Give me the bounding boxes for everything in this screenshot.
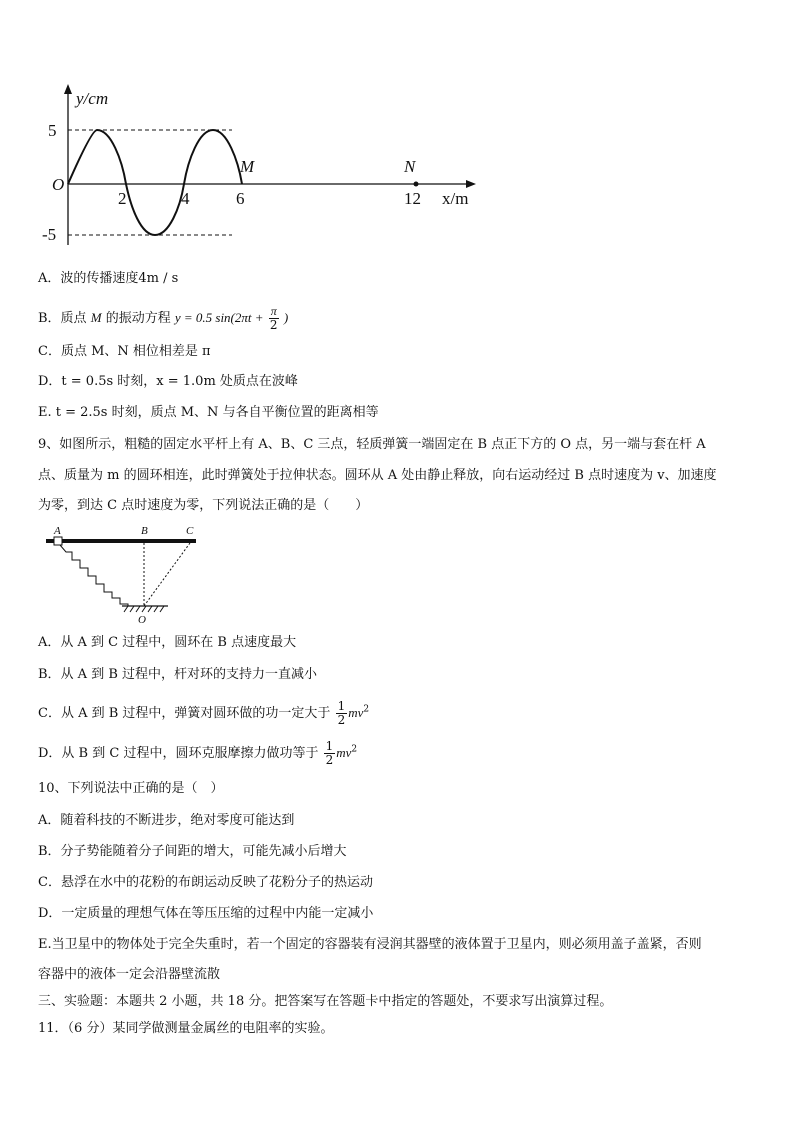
- q9-d-text: D．从 B 到 C 过程中，圆环克服摩擦力做功等于: [38, 746, 319, 761]
- q8-b-mid: 的振动方程: [105, 311, 171, 326]
- q9-c-den: 2: [337, 713, 346, 727]
- q9-c-mv: mv: [348, 705, 364, 720]
- y-axis-arrow: [64, 84, 72, 94]
- horizontal-rod: [46, 539, 196, 543]
- wave-graph: [30, 80, 490, 250]
- spring-ring-figure: [40, 522, 210, 627]
- q9-d-den: 2: [325, 753, 334, 767]
- label-o: O: [138, 614, 146, 626]
- q8-b-close: ): [283, 310, 289, 325]
- q8-option-d: D．t = 0.5s 时刻，x = 1.0m 处质点在波峰: [38, 374, 298, 389]
- x-tick-4: 4: [181, 189, 190, 208]
- q9-c-fraction: [336, 700, 348, 727]
- q8-option-c: C．质点 M、N 相位相差是 π: [38, 344, 211, 359]
- q8-b-den: 2: [269, 318, 278, 332]
- q8-b-m: M: [90, 310, 102, 325]
- q11-stem: 11．（6 分）某同学做测量金属丝的电阻率的实验。: [38, 1021, 334, 1036]
- q9-stem-line2: 点、质量为 m 的圆环相连，此时弹簧处于拉伸状态。圆环从 A 处由静止释放，向右运动经过 B 点时速度为 v、加速度: [38, 468, 717, 483]
- point-m-label: M: [240, 157, 255, 176]
- point-n-label: N: [404, 157, 416, 176]
- q9-d-sup: 2: [351, 744, 358, 755]
- x-axis-label: x/m: [442, 189, 469, 208]
- q10-option-e-line1: E.当卫星中的物体处于完全失重时，若一个固定的容器装有浸润其器壁的液体置于卫星内，则必须用盖子盖紧，否则: [38, 937, 702, 952]
- q9-c-sup: 2: [363, 704, 370, 715]
- q9-d-mv: mv: [336, 745, 352, 760]
- q10-option-b: B．分子势能随着分子间距的增大，可能先减小后增大: [38, 844, 347, 859]
- c-to-o-line: [144, 543, 190, 606]
- x-tick-6: 6: [236, 189, 245, 208]
- y-tick-neg5: -5: [42, 225, 57, 244]
- q8-option-b: [38, 305, 288, 332]
- q8-b-num: π: [270, 304, 277, 318]
- q10-stem: 10、下列说法中正确的是（ ）: [38, 781, 224, 796]
- q8-b-eq: y = 0.5 sin(2πt +: [174, 310, 264, 325]
- label-c: C: [186, 525, 194, 537]
- ring: [54, 537, 62, 545]
- q9-c-text: C．从 A 到 B 过程中，弹簧对圆环做的功一定大于: [38, 706, 331, 721]
- q8-b-prefix: B．质点: [38, 311, 87, 326]
- y-tick-5: 5: [48, 121, 57, 140]
- q9-d-num: 1: [325, 739, 334, 753]
- spring: [60, 545, 140, 606]
- label-a: A: [54, 525, 61, 537]
- x-tick-2: 2: [118, 189, 127, 208]
- x-axis-arrow: [466, 180, 476, 188]
- q9-option-b: B．从 A 到 B 过程中，杆对环的支持力一直减小: [38, 667, 318, 682]
- q9-c-num: 1: [337, 699, 346, 713]
- q9-option-d: [38, 740, 357, 767]
- q9-stem-line1: 9、如图所示，粗糙的固定水平杆上有 A、B、C 三点，轻质弹簧一端固定在 B 点正下方的 O 点，另一端与套在杆 A: [38, 437, 706, 452]
- q9-option-a: A．从 A 到 C 过程中，圆环在 B 点速度最大: [38, 635, 297, 650]
- q9-option-c: [38, 700, 369, 727]
- wave-curve: [68, 130, 242, 235]
- section-3-heading: 三、实验题：本题共 2 小题，共 18 分。把答案写在答题卡中指定的答题处，不要求写出演算过程。: [38, 994, 613, 1009]
- q10-option-a: A．随着科技的不断进步，绝对零度可能达到: [38, 813, 295, 828]
- origin-label: O: [52, 175, 65, 194]
- q8-option-a: A．波的传播速度4m / s: [38, 271, 179, 286]
- q8-option-e: E. t = 2.5s 时刻，质点 M、N 与各自平衡位置的距离相等: [38, 405, 379, 420]
- label-b: B: [141, 525, 148, 537]
- ground-hatch: [124, 606, 164, 612]
- q10-option-e-line2: 容器中的液体一定会沿器壁流散: [38, 967, 221, 982]
- q9-d-fraction: [324, 740, 336, 767]
- q10-option-d: D．一定质量的理想气体在等压压缩的过程中内能一定减小: [38, 906, 374, 921]
- q10-option-c: C．悬浮在水中的花粉的布朗运动反映了花粉分子的热运动: [38, 875, 373, 890]
- q9-stem-line3: 为零，到达 C 点时速度为零，下列说法正确的是（ ）: [38, 498, 369, 513]
- x-tick-12: 12: [404, 189, 421, 208]
- y-axis-label: y/cm: [76, 89, 109, 108]
- q8-b-fraction: [269, 305, 279, 332]
- point-n-dot: [414, 182, 419, 187]
